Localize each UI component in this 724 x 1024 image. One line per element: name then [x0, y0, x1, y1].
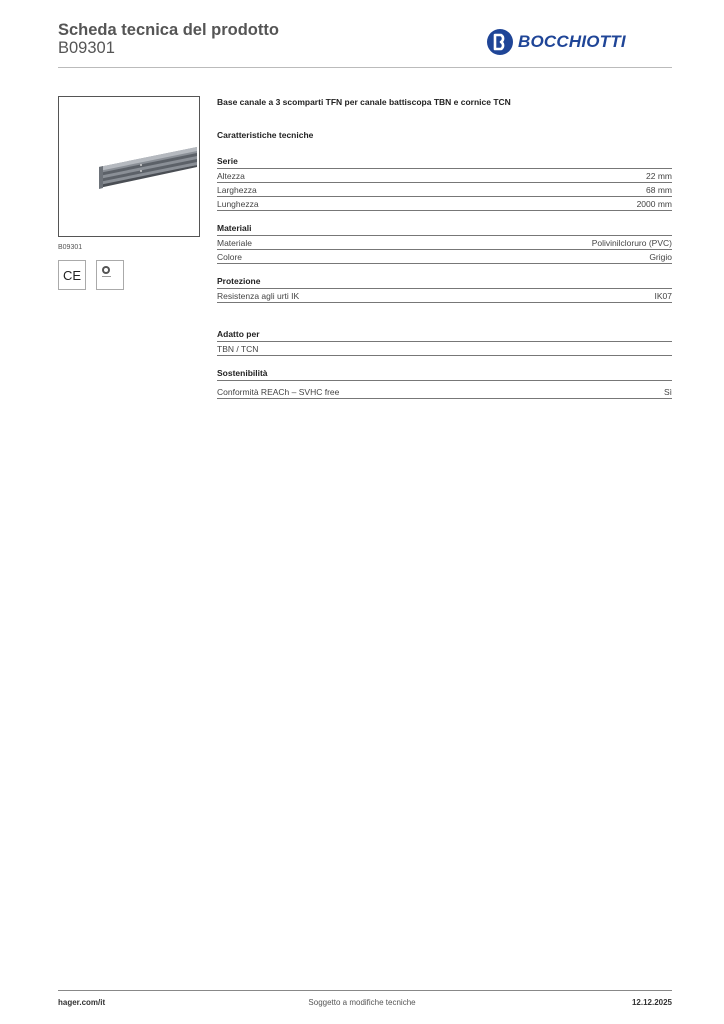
spec-value: 2000 mm — [636, 199, 672, 209]
product-image — [58, 96, 200, 237]
spec-value: Grigio — [649, 252, 672, 262]
footer-divider — [58, 990, 672, 991]
spec-row-resistenza — [217, 289, 672, 303]
section-heading: Caratteristiche tecniche — [217, 130, 314, 140]
profile-rail-image — [59, 97, 199, 236]
brand-logo — [486, 28, 626, 56]
spec-row-larghezza — [217, 183, 672, 197]
ce-mark-icon — [59, 261, 85, 289]
ce-mark-badge — [58, 260, 86, 290]
ce-mark-text: CE — [62, 268, 82, 283]
spec-label: Colore — [217, 252, 243, 262]
footer-date: 12.12.2025 — [631, 998, 672, 1007]
spec-value: Sì — [663, 387, 672, 397]
spec-value: IK07 — [654, 291, 672, 301]
spec-label: Larghezza — [217, 185, 257, 195]
bocchiotti-logo-icon — [486, 28, 514, 56]
spec-row-altezza — [217, 169, 672, 183]
brand-name: BOCCHIOTTI — [518, 32, 626, 51]
group-title-protezione: Protezione — [217, 276, 672, 289]
spec-label: Altezza — [217, 171, 245, 181]
footer-website[interactable]: hager.com/it — [58, 998, 106, 1007]
spec-label: Lunghezza — [217, 199, 259, 209]
footer-note: Soggetto a modifiche tecniche — [308, 998, 416, 1007]
group-title-sostenibilita: Sostenibilità — [217, 368, 672, 381]
spec-row-lunghezza — [217, 197, 672, 211]
group-title-adatto-per: Adatto per — [217, 329, 672, 342]
spec-label: Materiale — [217, 238, 252, 248]
product-code: B09301 — [58, 39, 115, 57]
spec-value: 22 mm — [646, 171, 672, 181]
spec-row-materiale — [217, 236, 672, 250]
page-title: Scheda tecnica del prodotto — [58, 21, 279, 39]
certification-badge — [96, 260, 124, 290]
group-title-serie: Serie — [217, 156, 672, 169]
spec-label: Conformità REACh – SVHC free — [217, 387, 340, 397]
certification-mark-icon — [97, 261, 123, 289]
spec-row-compatibility — [217, 342, 672, 356]
spec-row-colore — [217, 250, 672, 264]
spec-value: 68 mm — [646, 185, 672, 195]
header-divider — [58, 67, 672, 68]
product-description: Base canale a 3 scomparti TFN per canale battiscopa TBN e cornice TCN — [217, 97, 511, 107]
spec-row-reach — [217, 385, 672, 399]
spec-label: TBN / TCN — [217, 344, 259, 354]
image-caption: B09301 — [58, 244, 83, 251]
spec-value: Polivinilcloruro (PVC) — [591, 238, 672, 248]
group-title-materiali: Materiali — [217, 223, 672, 236]
spec-label: Resistenza agli urti IK — [217, 291, 300, 301]
